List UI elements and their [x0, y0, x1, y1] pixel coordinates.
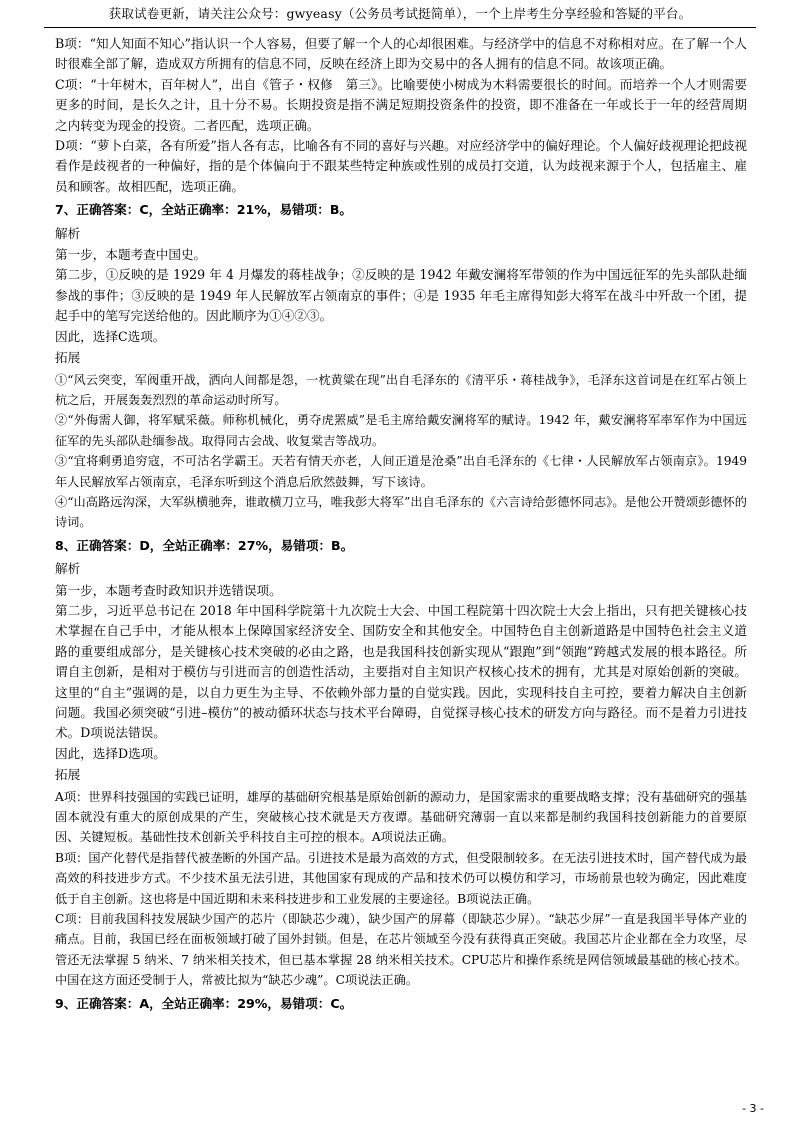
- question-8-answer: 8、正确答案：D，全站正确率：27%，易错项：B。: [55, 537, 354, 553]
- q7-extension-item: ④“山高路远沟深，大军纵横驰奔，谁敢横刀立马，唯我彭大将军”出自毛泽东的《六言诗给彭德怀同志》。是他公开赞颂彭德怀的诗词。: [55, 494, 747, 530]
- q8-step-one: 第一步，本题考查时政知识并选错误项。: [55, 582, 282, 598]
- q8-conclusion: 因此，选择D选项。: [55, 745, 166, 761]
- extension-label: 拓展: [55, 350, 81, 366]
- q7-step-two: 第二步，①反映的是 1929 年 4 月爆发的蒋桂战争；②反映的是 1942 年戴安澜将军带领的作为中国远征军的先头部队赴缅参战的事件；③反映的是 1949 年人民解放军占领南京的事件；④是 1935 年毛主席得知彭大将军在战斗中歼敌一个团，提起手中的笔写完送给他的。因此顺序为①④②③。: [55, 267, 747, 324]
- q7-step-one: 第一步，本题考查中国史。: [55, 247, 207, 263]
- page-header: 获取试卷更新，请关注公众号：gwyeasy（公务员考试挺简单），一个上岸考生分享经验和答疑的平台。: [108, 6, 692, 21]
- extension-label: 拓展: [55, 767, 81, 783]
- q8-extension-item: A项：世界科技强国的实践已证明，雄厚的基础研究根基是原始创新的源动力，是国家需求的重要战略支撑；没有基础研究的强基固本就没有重大的原创成果的产生，突破核心技术就是天方夜谭。基础研究薄弱一直以来都是制约我国科技创新能力的首要原因、关键短板。基础性技术创新关乎科技自主可控的根本。A项说法正确。: [55, 789, 747, 845]
- q8-extension-item: B项：国产化替代是指替代被垄断的外国产品。引进技术是最为高效的方式，但受限制较多。在无法引进技术时，国产替代成为最高效的科技进步方式。不少技术虽无法引进，其他国家有现成的产品和技术仍可以模仿和学习，市场前景也较为确定，因此难度低于自主创新。这也将是中国近期和未来科技进步和工业发展的主要途径。B项说法正确。: [55, 850, 747, 906]
- question-7-answer: 7、正确答案：C，全站正确率：21%，易错项：B。: [55, 202, 353, 218]
- question-9-answer: 9、正确答案：A，全站正确率：29%，易错项：C。: [55, 995, 353, 1011]
- q7-extension-item: ③“宜将剩勇追穷寇，不可沽名学霸王。天若有情天亦老，人间正道是沧桑”出自毛泽东的《七律・人民解放军占领南京》。1949 年人民解放军占领南京，毛泽东听到这个消息后欣然鼓舞，写下该诗。: [55, 454, 747, 489]
- page-number: - 3 -: [742, 1102, 764, 1115]
- option-c-explanation: C项：“十年树木，百年树人”，出自《管子・权修 第三》。比喻要使小树成为木料需要很长的时间。而培养一个人才则需要更多的时间，是长久之计，且十分不易。长期投资是指不满足短期投资条件的投资，即不准备在一年或长于一年的经营周期之内转变为现金的投资。二者匹配，选项正确。: [55, 76, 747, 133]
- page-content: [55, 34, 747, 1017]
- q7-extension-item: ①“风云突变，军阀重开战，洒向人间都是怨，一枕黄粱在现”出自毛泽东的《清平乐・蒋桂战争》，毛泽东这首词是在红军占领上杭之后，开展轰轰烈烈的革命运动时所写。: [55, 372, 747, 407]
- analysis-label: 解析: [55, 225, 81, 241]
- q8-extension-item: C项：目前我国科技发展缺少国产的芯片（即缺芯少魂），缺少国产的屏幕（即缺芯少屏）。“缺芯少屏”一直是我国半导体产业的痛点。目前，我国已经在面板领域打破了国外封锁。但是，在芯片领域至今没有获得真正突破。我国芯片企业都在全力攻坚，尽管还无法掌握 5 纳米、7 纳米相关技术，但已基本掌握 28 纳米相关技术。CPU芯片和操作系统是网信领域最基础的核心技术。中国在这方面还受制于人，常被比拟为“缺芯少魂”。C项说法正确。: [55, 912, 747, 988]
- q7-extension-item: ②“外侮需人御，将军赋采薇。师称机械化，勇夺虎罴威”是毛主席给戴安澜将军的赋诗。1942 年，戴安澜将军率军作为中国远征军的先头部队赴缅参战。取得同古会战、收复棠吉等战功。: [55, 413, 747, 448]
- analysis-label: 解析: [55, 561, 81, 577]
- option-d-explanation: D项：“萝卜白菜，各有所爱”指人各有志，比喻各有不同的喜好与兴趣。对应经济学中的偏好理论。个人偏好歧视理论把歧视看作是歧视者的一种偏好，指的是个体偏向于不跟某些特定种族或性别的成员打交道，认为歧视来源于个人，包括雇主、雇员和顾客。故相匹配，选项正确。: [55, 138, 747, 194]
- q7-conclusion: 因此，选择C选项。: [55, 328, 166, 344]
- header-divider: [44, 27, 756, 28]
- option-b-explanation: B项：“知人知面不知心”指认识一个人容易，但要了解一个人的心却很困难。与经济学中的信息不对称相对应。在了解一个人时很难全部了解，造成双方所拥有的信息不同，反映在经济上即为交易中的各人拥有的信息不同。故该项正确。: [55, 36, 747, 72]
- q8-step-two: 第二步，习近平总书记在 2018 年中国科学院第十九次院士大会、中国工程院第十四次院士大会上指出，只有把关键核心技术掌握在自己手中，才能从根本上保障国家经济安全、国防安全和其他安全。中国特色自主创新道路是中国特色社会主义道路的重要组成部分，是关键核心技术突破的必由之路，也是我国科技创新实现从“跟跑”到“领跑”跨越式发展的根本路径。所谓自主创新，是相对于模仿与引进而言的创造性活动，主要指对自主知识产权核心技术的拥有，尤其是对原始创新的突破。这里的“自主”强调的是，以自力更生为主导、不依赖外部力量的自觉实践。因此，实现科技自主可控，要着力解决自主创新问题。我国必须突破“引进–模仿”的被动循环状态与技术平台障碍，自觉探寻核心技术的研发方向与路径。而不是着力引进技术。D项说法错误。: [55, 602, 747, 741]
